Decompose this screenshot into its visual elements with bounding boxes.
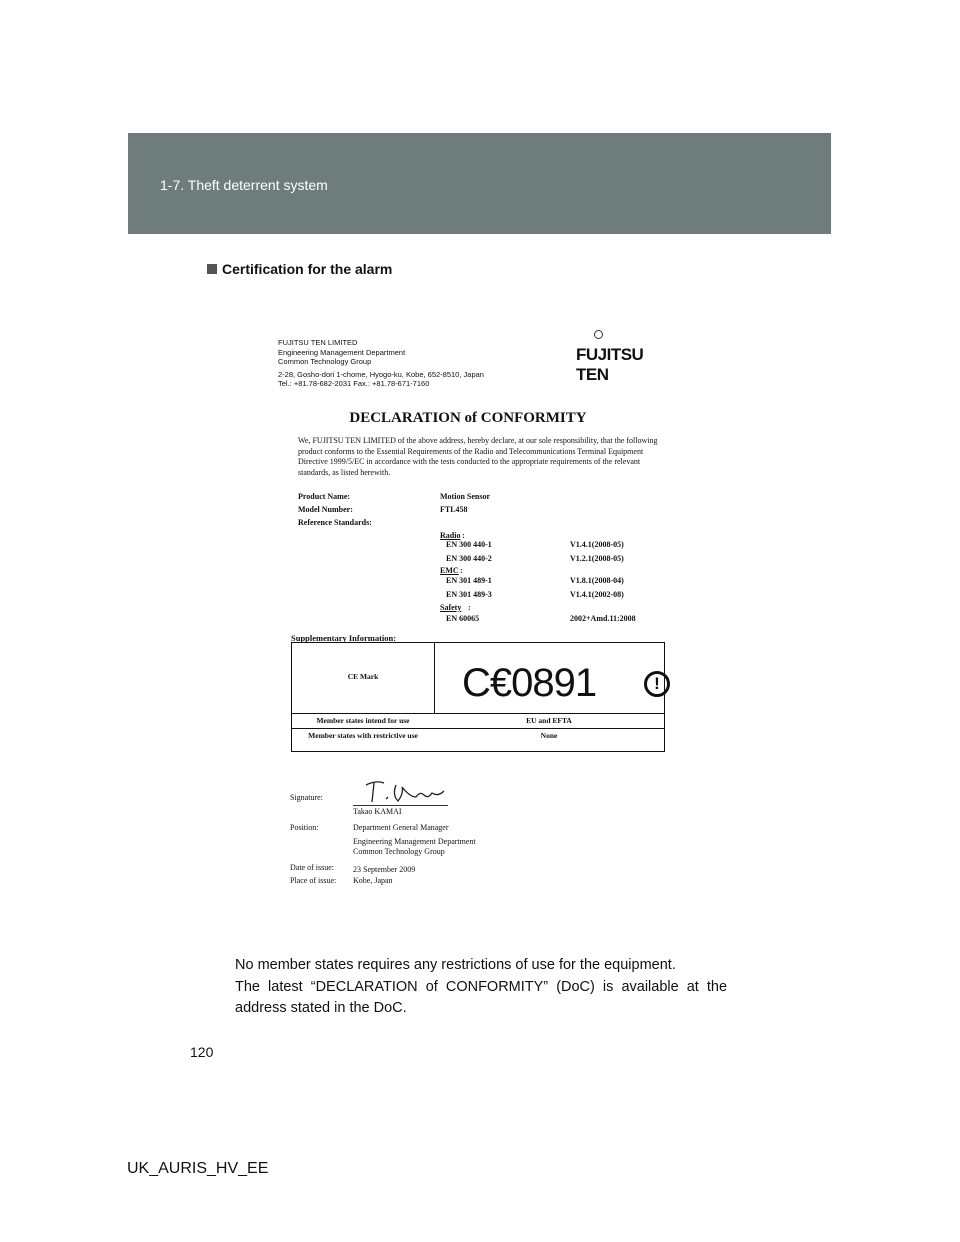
- company-address: 2-28, Gosho-dori 1-chome, Hyogo-ku, Kobe, 652-8510, Japan: [278, 370, 484, 379]
- product-name-value: Motion Sensor: [440, 492, 490, 501]
- declaration-document: [258, 322, 678, 922]
- radio-label: Radio: [440, 531, 461, 540]
- declaration-title: DECLARATION of CONFORMITY: [349, 410, 587, 426]
- position-line-3: Common Technology Group: [353, 847, 445, 856]
- radio-colon: :: [462, 531, 465, 540]
- emc-version-1: V1.8.1(2008-04): [570, 576, 624, 585]
- date-of-issue-value: 23 September 2009: [353, 865, 416, 874]
- company-group: Common Technology Group: [278, 357, 372, 366]
- position-line-2: Engineering Management Department: [353, 837, 476, 846]
- declaration-intro: We, FUJITSU TEN LIMITED of the above address, hereby declare, at our sole responsibility, that the following product conforms to the Essential Requirements of the Radio and Telecommunications Terminal Equipment Directive 1999/5/EC in accordance with the tests conducted to the appropriate requirements of the relevant standards, as listed herewith.: [298, 436, 658, 477]
- section-heading: [207, 261, 392, 277]
- company-department: Engineering Management Department: [278, 348, 406, 357]
- intend-for-use-label: Member states intend for use: [316, 716, 410, 725]
- place-of-issue-value: Kobe, Japan: [353, 876, 393, 885]
- emc-standard-2: EN 301 489-3: [446, 590, 492, 599]
- company-logo: FUJITSU TEN: [576, 345, 644, 384]
- safety-standard-1: EN 60065: [446, 614, 480, 623]
- table-divider: [434, 643, 435, 713]
- section-heading-text: Certification for the alarm: [222, 261, 393, 277]
- model-number-label: Model Number:: [298, 505, 353, 514]
- footer-code: UK_AURIS_HV_EE: [127, 1160, 269, 1177]
- radio-standard-2: EN 300 440-2: [446, 554, 492, 563]
- signature-image: [362, 777, 452, 807]
- company-phone: Tel.: +81.78-682-2031 Fax.: +81.78-671-7160: [278, 379, 430, 388]
- signature-line: [353, 805, 448, 806]
- logo-ring-icon: [594, 330, 603, 339]
- radio-standard-1: EN 300 440-1: [446, 540, 492, 549]
- safety-label: Safety: [440, 603, 462, 612]
- position-line-1: Department General Manager: [353, 823, 449, 832]
- signature-label: Signature:: [290, 793, 323, 802]
- reference-standards-label: Reference Standards:: [298, 518, 372, 527]
- header-band: [128, 133, 831, 234]
- bullet-square-icon: [207, 264, 217, 274]
- table-rule: [292, 713, 664, 714]
- restrictive-use-value: None: [540, 731, 558, 740]
- header-title: 1-7. Theft deterrent system: [160, 177, 328, 193]
- ce-mark-symbol: C€0891: [462, 661, 597, 705]
- intend-for-use-value: EU and EFTA: [526, 716, 572, 725]
- safety-version-1: 2002+Amd.11:2008: [570, 614, 636, 623]
- company-name: FUJITSU TEN LIMITED: [278, 338, 358, 347]
- ce-mark-label: CE Mark: [347, 672, 379, 681]
- emc-version-2: V1.4.1(2002-08): [570, 590, 624, 599]
- body-paragraph-2-line-2: address stated in the DoC.: [235, 1000, 407, 1016]
- emc-colon: :: [460, 566, 463, 575]
- date-of-issue-label: Date of issue:: [290, 863, 334, 872]
- body-paragraph-2-line-1: The latest “DECLARATION of CONFORMITY” (DoC) is available at the: [235, 979, 728, 995]
- page-number: 120: [190, 1044, 214, 1060]
- radio-version-2: V1.2.1(2008-05): [570, 554, 624, 563]
- safety-colon: :: [468, 603, 471, 612]
- place-of-issue-label: Place of issue:: [290, 876, 337, 885]
- alert-icon: !: [644, 671, 670, 697]
- position-label: Position:: [290, 823, 319, 832]
- emc-label: EMC: [440, 566, 459, 575]
- table-rule: [292, 728, 664, 729]
- supplementary-table: [291, 642, 665, 752]
- restrictive-use-label: Member states with restrictive use: [308, 731, 418, 740]
- model-number-value: FTL458: [440, 505, 468, 514]
- emc-standard-1: EN 301 489-1: [446, 576, 492, 585]
- supplementary-info-label: Supplementary Information:: [291, 633, 397, 643]
- body-paragraph-1: No member states requires any restrictions of use for the equipment.: [235, 957, 676, 973]
- product-name-label: Product Name:: [298, 492, 351, 501]
- radio-version-1: V1.4.1(2008-05): [570, 540, 624, 549]
- signer-name: Takao KAMAI: [353, 807, 402, 816]
